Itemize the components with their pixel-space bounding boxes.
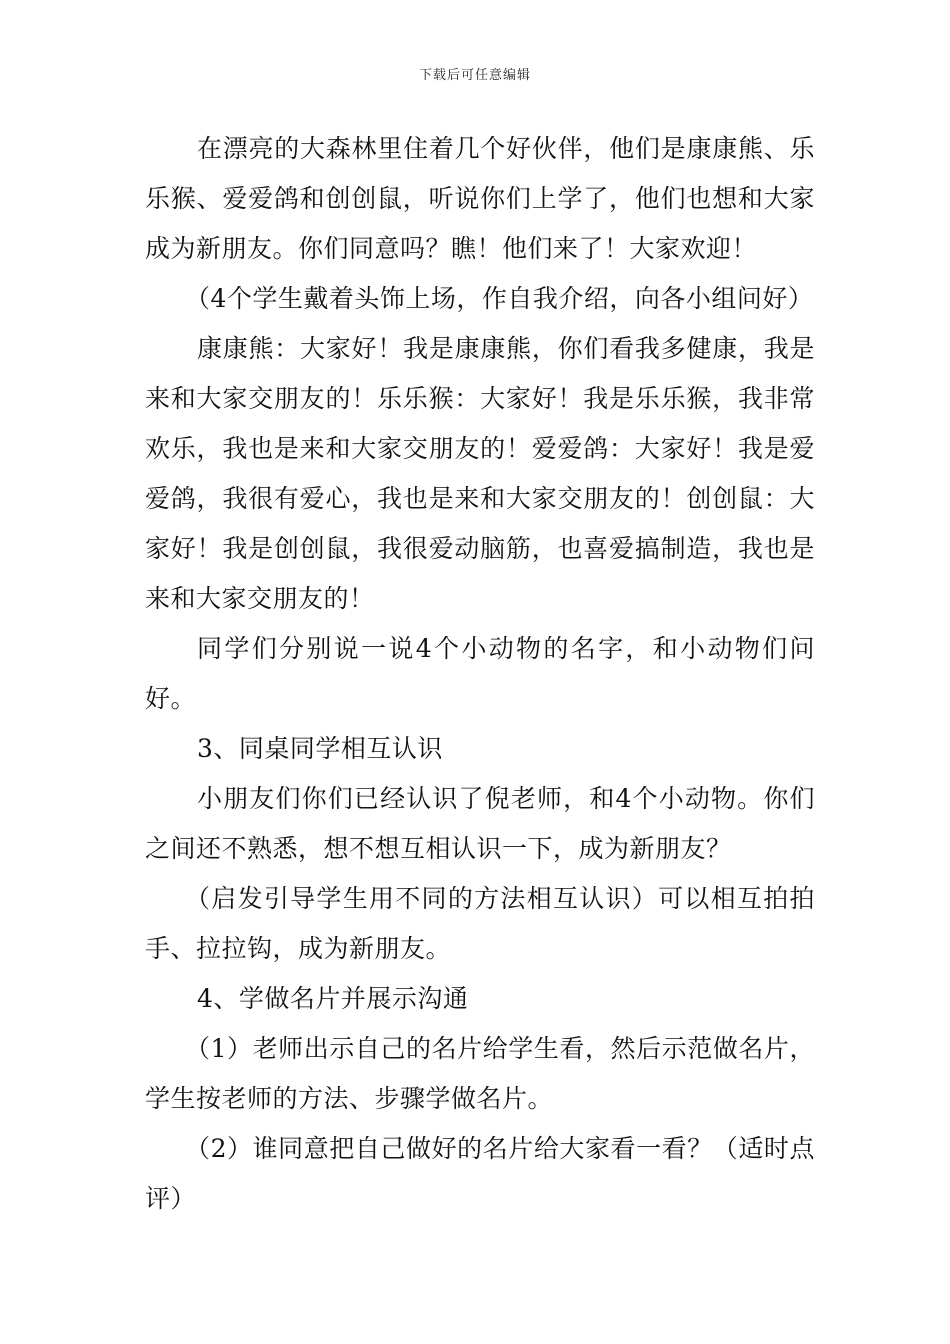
paragraph-step-2: （2）谁同意把自己做好的名片给大家看一看？（适时点评）: [145, 1134, 815, 1213]
paragraph-classmates: 小朋友们你们已经认识了倪老师，和4个小动物。你们之间还不熟悉，想不想互相认识一下，成为新朋友？: [145, 784, 815, 863]
paragraph-greet-animals: 同学们分别说一说4个小动物的名字，和小动物们问好。: [145, 634, 815, 713]
page-header: 下载后可任意编辑: [418, 68, 531, 83]
paragraph-methods: （启发引导学生用不同的方法相互认识）可以相互拍拍手、拉拉钩，成为新朋友。: [145, 884, 815, 963]
document-body: [145, 124, 815, 1224]
paragraph-stage-direction: （4个学生戴着头饰上场，作自我介绍，向各小组问好）: [185, 284, 814, 313]
section-heading-4: 4、学做名片并展示沟通: [197, 984, 469, 1013]
paragraph-animal-introductions: 康康熊：大家好！我是康康熊，你们看我多健康，我是来和大家交朋友的！乐乐猴：大家好！我是乐乐猴，我非常欢乐，我也是来和大家交朋友的！爱爱鸽：大家好！我是爱爱鸽，我很有爱心，我也是来和大家交朋友的！创创鼠：大家好！我是创创鼠，我很爱动脑筋，也喜爱搞制造，我也是来和大家交朋友的！: [145, 334, 815, 613]
paragraph-intro: 在漂亮的大森林里住着几个好伙伴，他们是康康熊、乐乐猴、爱爱鸽和创创鼠，听说你们上学了，他们也想和大家成为新朋友。你们同意吗？瞧！他们来了！大家欢迎！: [145, 134, 815, 263]
paragraph-step-1: （1）老师出示自己的名片给学生看，然后示范做名片，学生按老师的方法、步骤学做名片。: [145, 1034, 815, 1113]
section-heading-3: 3、同桌同学相互认识: [197, 734, 443, 763]
